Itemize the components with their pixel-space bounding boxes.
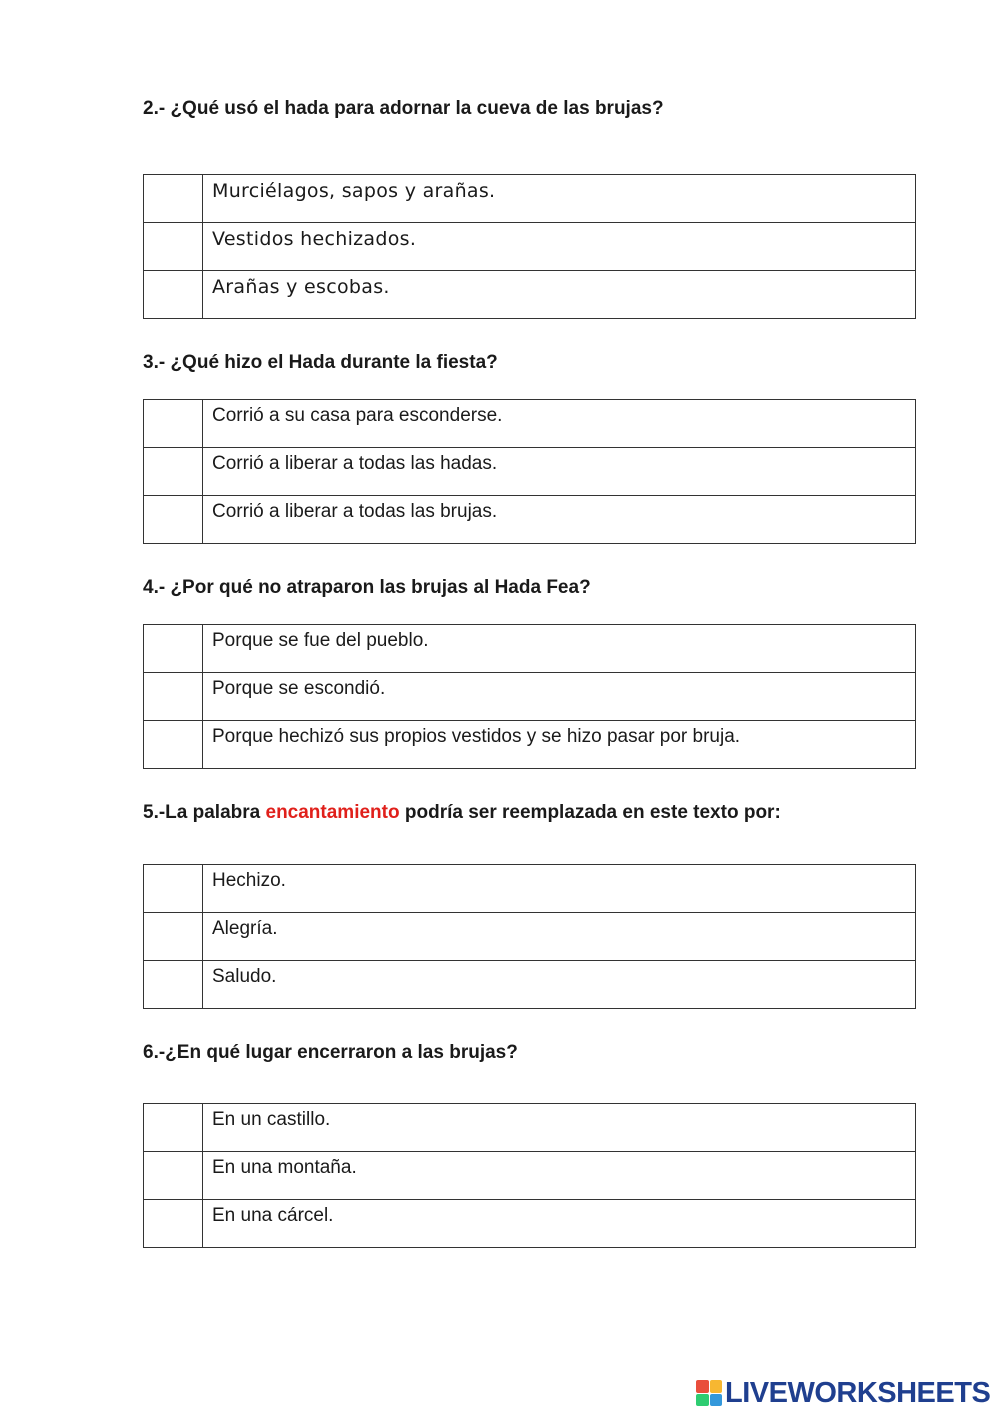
question-3-options bbox=[143, 399, 916, 544]
option-row bbox=[144, 1104, 916, 1152]
question-2-options bbox=[143, 174, 916, 319]
answer-checkbox[interactable] bbox=[144, 1152, 203, 1200]
option-row bbox=[144, 496, 916, 544]
answer-checkbox[interactable] bbox=[144, 271, 203, 319]
option-row bbox=[144, 448, 916, 496]
answer-checkbox[interactable] bbox=[144, 496, 203, 544]
liveworksheets-icon bbox=[696, 1380, 722, 1406]
option-row bbox=[144, 175, 916, 223]
option-row bbox=[144, 673, 916, 721]
option-text: Murciélagos, sapos y arañas. bbox=[203, 175, 916, 223]
answer-checkbox[interactable] bbox=[144, 721, 203, 769]
option-text: Hechizo. bbox=[203, 865, 916, 913]
answer-checkbox[interactable] bbox=[144, 1104, 203, 1152]
option-row bbox=[144, 271, 916, 319]
option-text: Alegría. bbox=[203, 913, 916, 961]
option-text: Porque se fue del pueblo. bbox=[203, 625, 916, 673]
question-6-options bbox=[143, 1103, 916, 1248]
answer-checkbox[interactable] bbox=[144, 448, 203, 496]
answer-checkbox[interactable] bbox=[144, 175, 203, 223]
liveworksheets-logo bbox=[696, 1378, 990, 1408]
option-text: Corrió a liberar a todas las hadas. bbox=[203, 448, 916, 496]
question-2-title: 2.- ¿Qué usó el hada para adornar la cueva de las brujas? bbox=[143, 98, 664, 119]
option-text: En un castillo. bbox=[203, 1104, 916, 1152]
option-text: En una cárcel. bbox=[203, 1200, 916, 1248]
answer-checkbox[interactable] bbox=[144, 673, 203, 721]
answer-checkbox[interactable] bbox=[144, 865, 203, 913]
option-text: Arañas y escobas. bbox=[203, 271, 916, 319]
option-text: En una montaña. bbox=[203, 1152, 916, 1200]
option-text: Saludo. bbox=[203, 961, 916, 1009]
icon-tile bbox=[710, 1380, 723, 1393]
option-text: Porque se escondió. bbox=[203, 673, 916, 721]
question-5-title bbox=[143, 802, 781, 824]
question-4-title: 4.- ¿Por qué no atraparon las brujas al Hada Fea? bbox=[143, 577, 591, 598]
question-5-options bbox=[143, 864, 916, 1009]
option-row bbox=[144, 865, 916, 913]
answer-checkbox[interactable] bbox=[144, 625, 203, 673]
highlighted-word: encantamiento bbox=[265, 802, 400, 823]
answer-checkbox[interactable] bbox=[144, 400, 203, 448]
option-text: Vestidos hechizados. bbox=[203, 223, 916, 271]
option-row bbox=[144, 400, 916, 448]
option-text: Corrió a su casa para esconderse. bbox=[203, 400, 916, 448]
question-3-title: 3.- ¿Qué hizo el Hada durante la fiesta? bbox=[143, 352, 498, 373]
option-row bbox=[144, 721, 916, 769]
option-row bbox=[144, 625, 916, 673]
answer-checkbox[interactable] bbox=[144, 1200, 203, 1248]
brand-name: LIVEWORKSHEETS bbox=[725, 1376, 991, 1409]
icon-tile bbox=[710, 1394, 723, 1407]
icon-tile bbox=[696, 1394, 709, 1407]
option-row bbox=[144, 1200, 916, 1248]
answer-checkbox[interactable] bbox=[144, 961, 203, 1009]
icon-tile bbox=[696, 1380, 709, 1393]
option-row bbox=[144, 913, 916, 961]
option-row bbox=[144, 1152, 916, 1200]
question-6-title: 6.-¿En qué lugar encerraron a las brujas? bbox=[143, 1042, 518, 1063]
answer-checkbox[interactable] bbox=[144, 913, 203, 961]
option-text: Corrió a liberar a todas las brujas. bbox=[203, 496, 916, 544]
title-prefix: 5.-La palabra bbox=[143, 802, 266, 823]
option-text: Porque hechizó sus propios vestidos y se hizo pasar por bruja. bbox=[203, 721, 916, 769]
question-4-options bbox=[143, 624, 916, 769]
option-row bbox=[144, 223, 916, 271]
title-suffix: podría ser reemplazada en este texto por: bbox=[399, 802, 781, 823]
option-row bbox=[144, 961, 916, 1009]
answer-checkbox[interactable] bbox=[144, 223, 203, 271]
